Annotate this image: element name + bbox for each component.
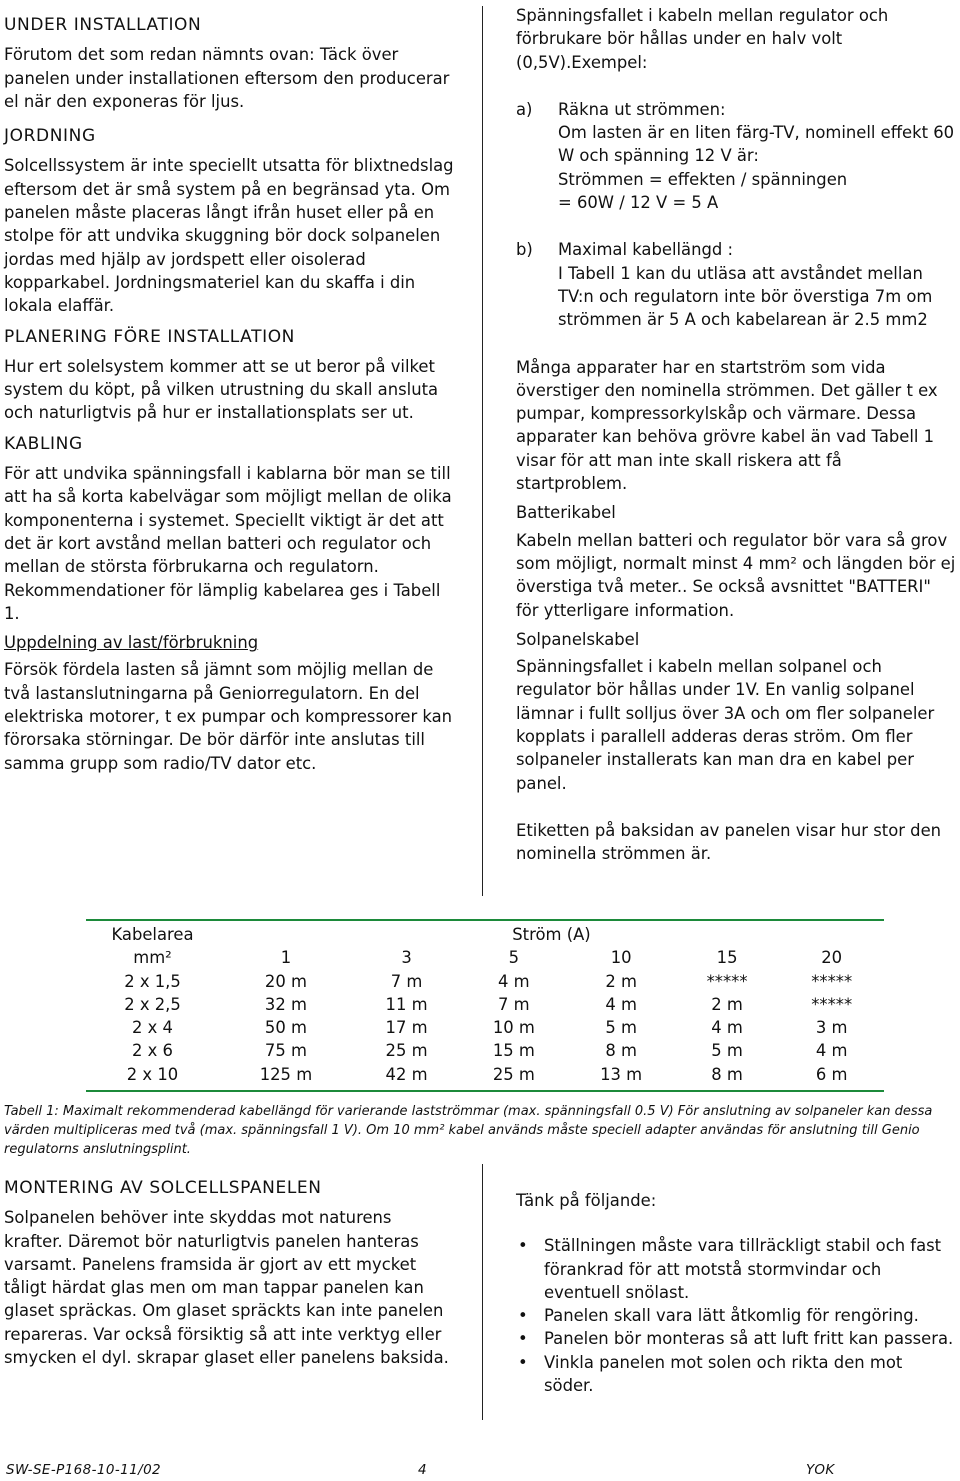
bullet-list [516, 1234, 956, 1397]
heading-montering: MONTERING AV SOLCELLSPANELEN [4, 1178, 322, 1198]
bottom-left-column [4, 1177, 454, 1369]
table-cell: 8 m [711, 1064, 743, 1084]
heading-solpanelskabel: Solpanelskabel [516, 629, 640, 649]
table-top-rule [86, 919, 884, 921]
table-cell: 32 m [264, 994, 307, 1014]
bullet-icon: • [518, 1329, 528, 1349]
list-item-text: Panelen skall vara lätt åtkomlig för rengöring. [544, 1306, 919, 1326]
table-cell: 2 x 6 [132, 1041, 173, 1061]
table-cell: 8 m [605, 1041, 637, 1061]
table-row [86, 970, 884, 993]
example-a [516, 98, 956, 214]
example-b [516, 238, 956, 331]
text-batterikabel: Kabeln mellan batteri och regulator bör vara så grov som möjligt, normalt minst 4 mm² och längden bör ej överstiga två meter.. Se också avsnittet "BATTERI" för ytterligare information. [516, 530, 956, 620]
table-cell: ***** [811, 994, 853, 1014]
table-cell: 25 m [492, 1064, 535, 1084]
text-uppdelning: Försök fördela lasten så jämnt som möjlig mellan de två lastanslutningarna på Geniorregulatorn. En del elektriska motorer, t ex pumpar och kompressorer kan förorsaka störningar. De bör därför inte anslutas till samma grupp som radio/TV dator etc. [4, 660, 453, 773]
table-cell: 3 m [815, 1018, 848, 1038]
table-cell: 10 [610, 948, 632, 968]
table-cell: 20 m [264, 971, 307, 991]
table-cell: 20 [821, 948, 843, 968]
example-a-line2: Om lasten är en liten färg-TV, nominell effekt 60 W och spänning 12 V är: [558, 123, 955, 166]
table-cell: 75 m [264, 1041, 307, 1061]
table-row [86, 1016, 884, 1039]
table-cell: 7 m [390, 971, 423, 991]
footer-page-number: 4 [418, 1462, 427, 1478]
example-b-line1: Maximal kabellängd : [558, 240, 734, 260]
table-head-kabelarea: Kabelarea [111, 925, 194, 944]
example-a-line4: = 60W / 12 V = 5 A [558, 193, 719, 213]
text-kabling: För att undvika spänningsfall i kablarna bör man se till att ha så korta kabelvägar som möjligt mellan de olika komponenterna i systemet. Speciellt viktigt är det att det är kort avstånd mellan batteri och regulator och mellan de största förbrukarna och regulatorn. Rekommendationer för lämplig kabelarea ges i Tabell 1. [4, 464, 452, 623]
text-planering: Hur ert solelsystem kommer att se ut beror på vilket system du köpt, på vilken utrustning du skall ansluta och naturligtvis på hur er installationsplats ser ut. [4, 356, 439, 423]
table-cell: ***** [706, 971, 748, 991]
table-cell: 25 m [385, 1041, 428, 1061]
list-item-text: Ställningen måste vara tillräckligt stabil och fast förankrad för att motstå stormvindar och eventuell snölast. [544, 1236, 942, 1302]
table-cell: 4 m [498, 971, 530, 991]
heading-jordning: JORDNING [4, 126, 96, 147]
table-cell: 3 [401, 948, 412, 968]
table-cell: 5 m [605, 1018, 637, 1038]
table-unit-row [86, 946, 884, 969]
text-under-installation: Förutom det som redan nämnts ovan: Täck över panelen under installationen eftersom den producerar el när den exponeras för ljus. [4, 45, 450, 111]
table-cell: 125 m [259, 1064, 313, 1084]
example-b-label: b) [516, 240, 533, 260]
table-cell: ***** [811, 971, 853, 991]
heading-under-installation: UNDER INSTALLATION [4, 15, 202, 35]
footer-brand: YOK [806, 1462, 835, 1478]
text-solpanelskabel: Spänningsfallet i kabeln mellan solpanel och regulator bör hållas under 1V. En vanlig solpanel lämnar i fullt solljus över 3A och om fler solpaneler kopplats i parallell adderas deras ström. Om fler solpaneler installerats kan man dra en kabel per panel. [516, 657, 935, 793]
text-etikett: Etiketten på baksidan av panelen visar hur stor den nominella strömmen är. [516, 820, 942, 864]
list-item [516, 1351, 956, 1398]
table-cell: 13 m [600, 1064, 643, 1084]
table-head-strom: Ström (A) [512, 925, 591, 944]
list-item [516, 1304, 956, 1327]
table-cell: 15 [716, 948, 738, 968]
table-row [86, 993, 884, 1016]
table-cell: 5 [508, 948, 520, 968]
bullet-icon: • [518, 1236, 528, 1256]
text-jordning: Solcellssystem är inte speciellt utsatta för blixtnedslag eftersom det är små system på en begränsad yta. Om panelen måste placeras långt ifrån huset eller på en stolpe för att undvika skuggning bör dock solpanelen jordas med hjälp av jordspett eller oisolerad kopparkabel. Jordningsmateriel kan du skaffa i din lokala elaffär. [4, 156, 454, 316]
table-row [86, 1063, 884, 1086]
table-cell: 50 m [264, 1018, 307, 1038]
table-cell: 7 m [498, 994, 530, 1014]
table-cell: 2 m [711, 994, 743, 1014]
example-a-line3: Strömmen = effekten / spänningen [558, 169, 848, 189]
text-montering: Solpanelen behöver inte skyddas mot naturens krafter. Däremot bör naturligtvis panelen hanteras varsamt. Panelens framsida är gjort av ett mycket tåligt härdat glas men om man tappar panelen kan glaset spräckas. Om glaset spräckts kan inte panelen repareras. Var också försiktig så att inte verktyg eller smycken el dyl. skrapar glaset eller panelens baksida. [4, 1208, 449, 1368]
table-cell: 10 m [492, 1018, 535, 1038]
list-item-text: Panelen bör monteras så att luft fritt kan passera. [544, 1329, 954, 1349]
table-header-row [86, 923, 884, 946]
table-cell: 2 x 10 [126, 1064, 179, 1084]
column-divider [482, 6, 483, 896]
table-cell: 4 m [815, 1041, 848, 1061]
list-item [516, 1327, 956, 1350]
heading-kabling: KABLING [4, 433, 83, 454]
list-item [516, 1234, 956, 1304]
table-row [86, 1039, 884, 1062]
footer-code: SW-SE-P168-10-11/02 [6, 1462, 162, 1478]
table-cell: 15 m [492, 1041, 535, 1061]
bottom-column-divider [482, 1164, 483, 1420]
table-cell: 2 x 1,5 [124, 971, 181, 991]
bullet-icon: • [518, 1352, 528, 1372]
table-cell: 17 m [385, 1018, 428, 1038]
text-tank-pa: Tänk på följande: [516, 1191, 657, 1210]
table-cell: 2 x 4 [132, 1018, 173, 1038]
table-cell: mm² [133, 948, 172, 968]
text-spanningsfall-intro: Spänningsfallet i kabeln mellan regulator och förbrukare bör hållas under en halv volt (0,5V).Exempel: [516, 6, 889, 72]
right-column [516, 4, 956, 866]
table-cell: 42 m [385, 1064, 428, 1084]
heading-batterikabel: Batterikabel [516, 503, 616, 523]
table-cell: 4 m [711, 1018, 743, 1038]
example-a-line1: Räkna ut strömmen: [558, 99, 726, 119]
table-cell: 4 m [605, 994, 637, 1014]
table-cell: 2 x 2,5 [124, 994, 181, 1014]
text-startstrom: Många apparater har en startström som vida överstiger den nominella strömmen. Det gäller t ex pumpar, kompressorkylskåp och värmare. Dessa apparater kan behöva grövre kabel än vad Tabell 1 visar för att man inte skall riskera att få startproblem. [516, 357, 938, 494]
table-cell: 1 [280, 948, 292, 968]
table-cell: 6 m [815, 1064, 848, 1084]
table-cell: 5 m [711, 1041, 743, 1061]
cable-length-table [86, 923, 884, 1086]
heading-planering: PLANERING FÖRE INSTALLATION [4, 326, 295, 347]
example-b-line2: I Tabell 1 kan du utläsa att avståndet mellan TV:n och regulatorn inte bör överstiga 7m om strömmen är 5 A och kabelarean är 2.5 mm2 [558, 263, 933, 330]
example-a-label: a) [516, 99, 533, 119]
table-cell: 2 m [605, 971, 637, 991]
left-column [4, 14, 454, 775]
list-item-text: Vinkla panelen mot solen och rikta den mot söder. [544, 1352, 903, 1396]
table-bottom-rule [86, 1090, 884, 1092]
bullet-icon: • [518, 1306, 528, 1326]
table-caption: Tabell 1: Maximalt rekommenderad kabellängd för varierande lastströmmar (max. spänningsfall 0.5 V) För anslutning av solpaneler kan dessa värden multipliceras med två (max. spänningsfall 1 V). Om 10 mm² kabel används måste speciell adapter användas för anslutning till Genio regulatorns anslutningsplint. [4, 1104, 933, 1157]
heading-uppdelning: Uppdelning av last/förbrukning [4, 633, 259, 653]
bottom-right-column [516, 1189, 956, 1397]
table-cell: 11 m [385, 994, 428, 1014]
